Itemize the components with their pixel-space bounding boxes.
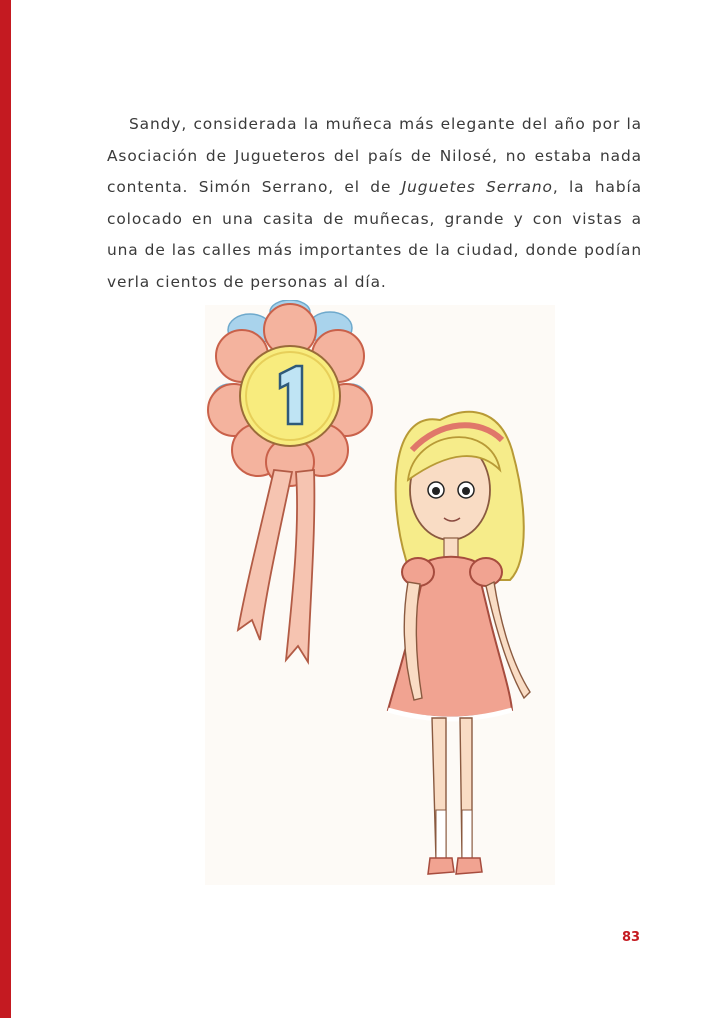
red-spine-bar [0,0,11,1018]
body-paragraph [107,109,642,298]
illustration-rosette-and-doll [200,300,560,890]
paragraph-text-1: Sandy, considerada la muñeca más elegante del año por la Asociación de Jugueteros del país de Nilosé, no estaba nada contenta. Simón Serrano, el de [107,115,642,196]
page-number: 83 [622,930,641,945]
paragraph-text-2: , la había colocado en una casita de muñecas, grande y con vistas a una de las calles más importantes de la ciudad, donde podían verla cientos de personas al día. [107,178,642,291]
paragraph-italic-title: Juguetes Serrano [401,178,553,196]
